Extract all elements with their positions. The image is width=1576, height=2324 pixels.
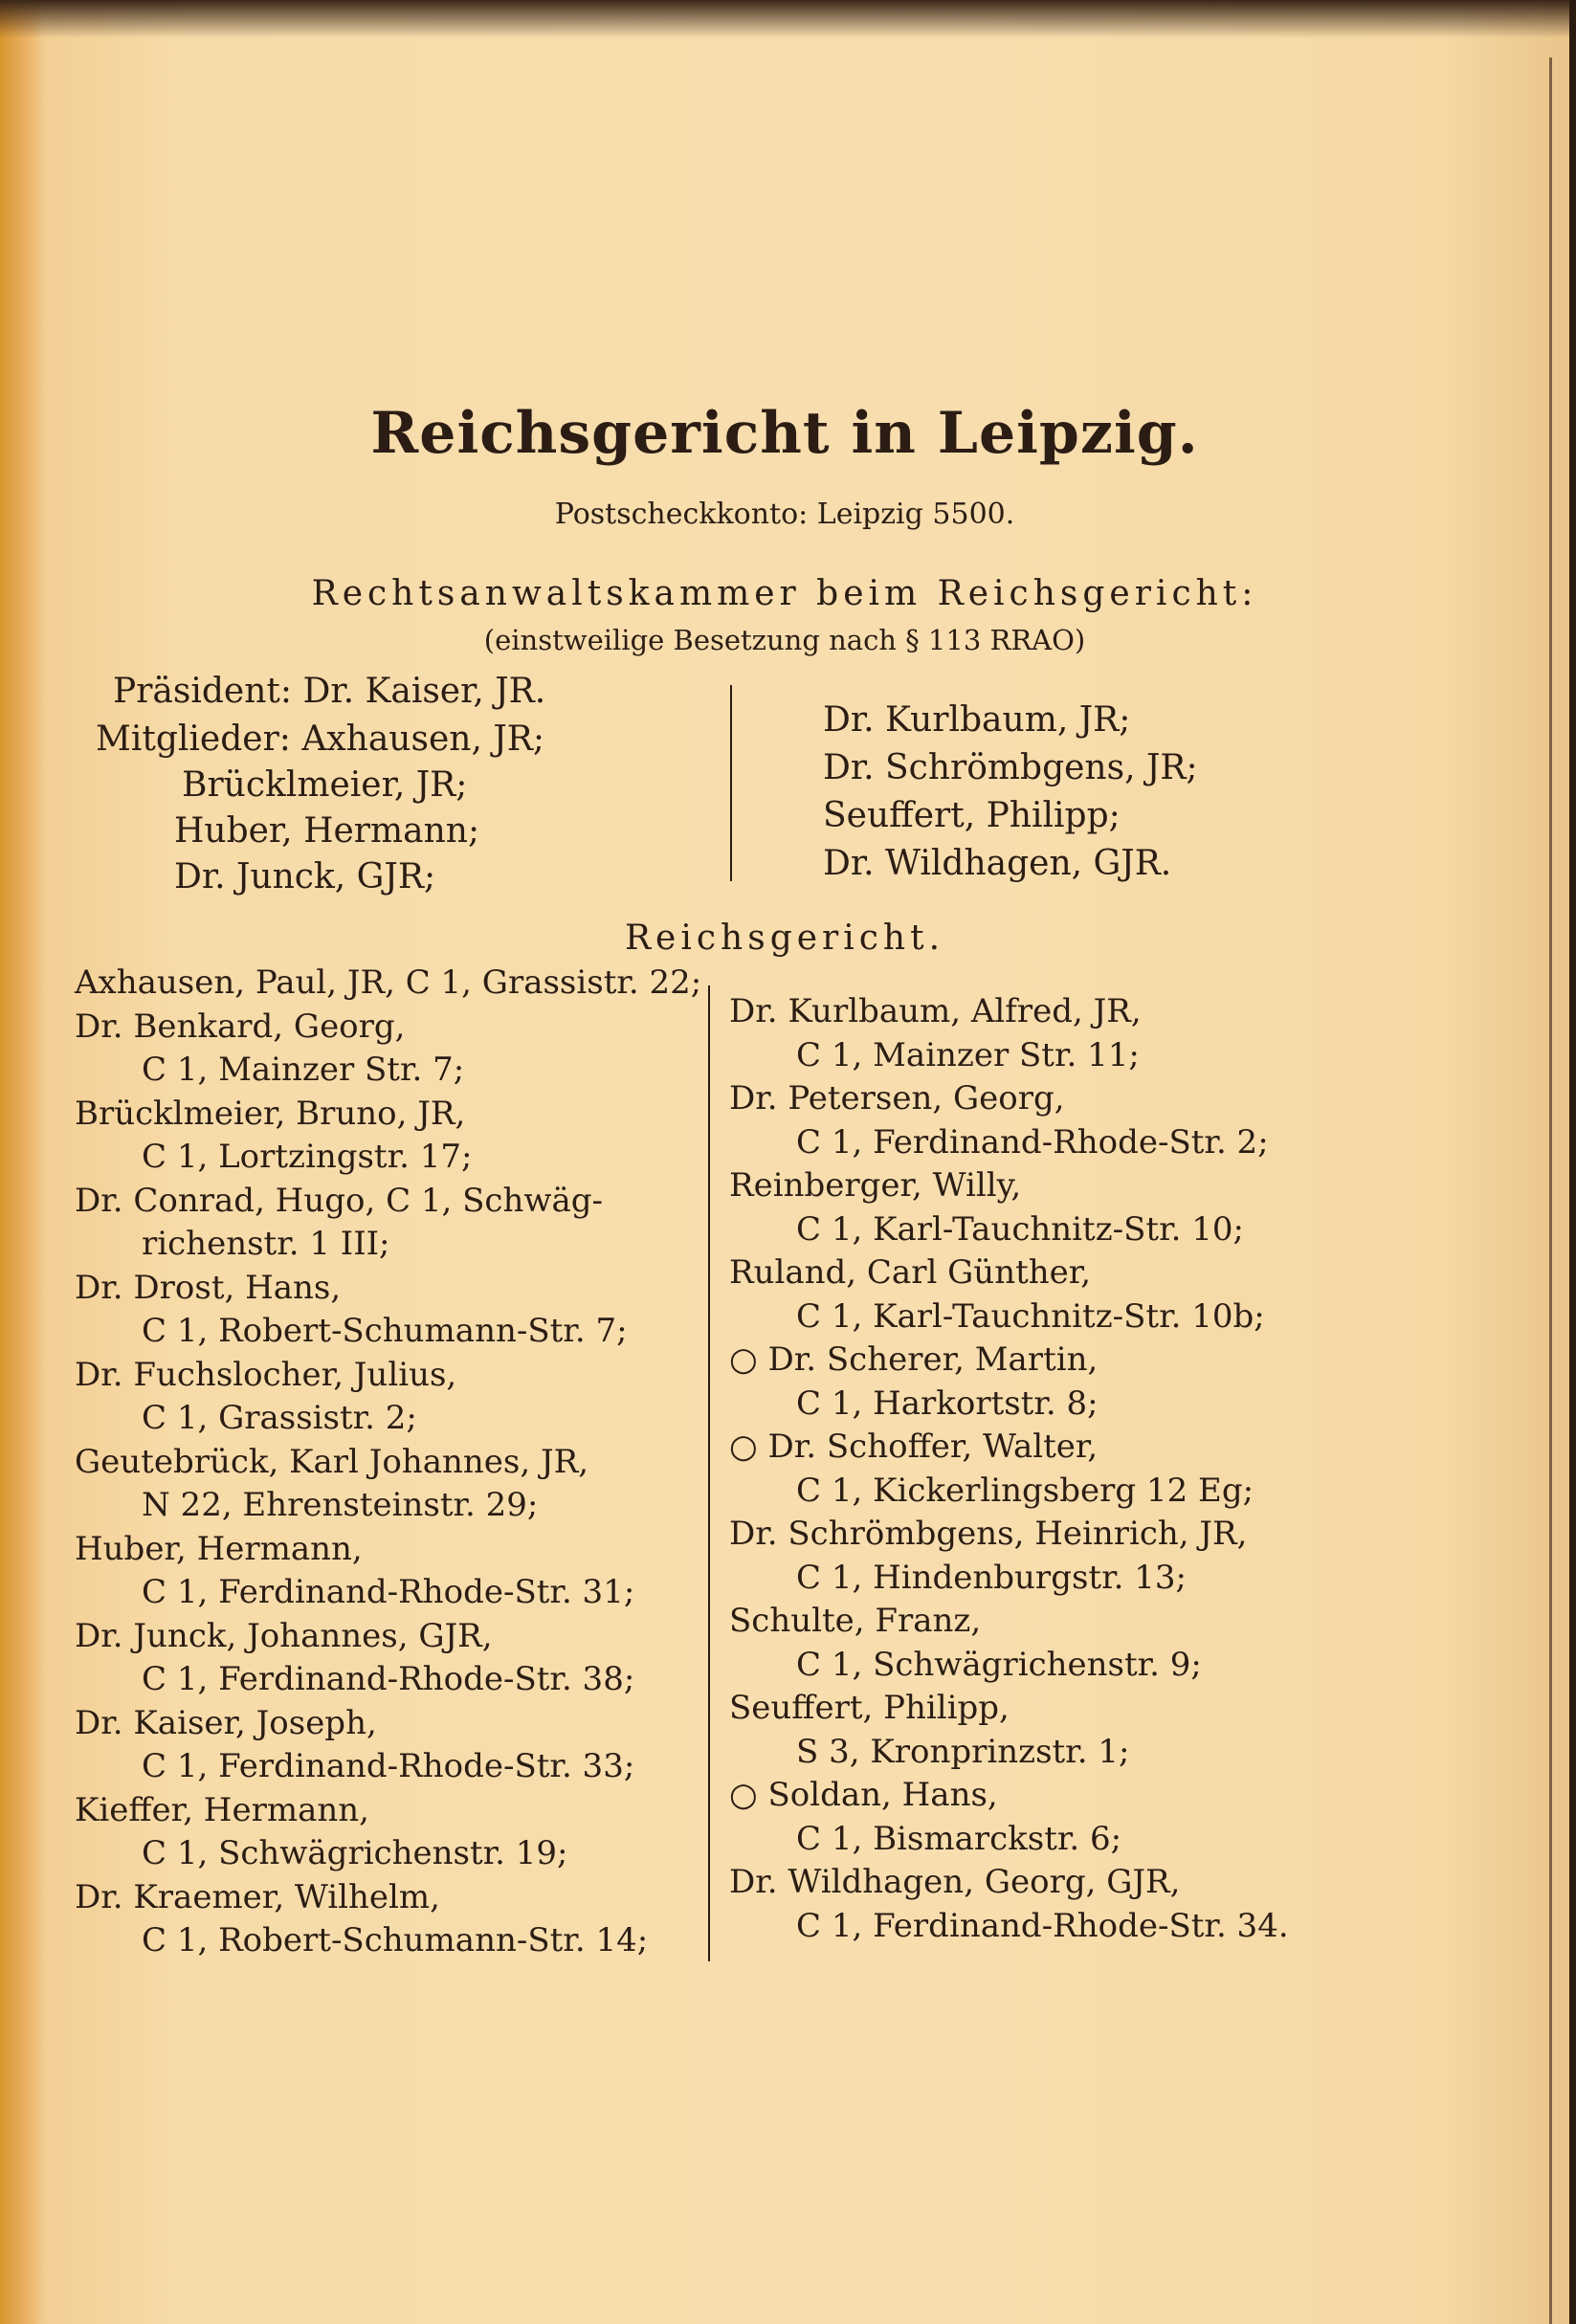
listing-address: C 1, Hindenburgstr. 13;: [796, 1558, 1187, 1597]
chamber-member-line: Dr. Wildhagen, GJR.: [823, 844, 1172, 883]
listing-address: C 1, Karl-Tauchnitz-Str. 10b;: [796, 1296, 1265, 1336]
listing-line: Reinberger, Willy,: [729, 1166, 1022, 1205]
listing-address: C 1, Ferdinand-Rhode-Str. 38;: [142, 1660, 635, 1698]
listing-line: Dr. Drost, Hans,: [75, 1268, 342, 1307]
listing-address: C 1, Lortzingstr. 17;: [142, 1138, 473, 1176]
court-left-column: [75, 962, 701, 1963]
chamber-member-line: Brücklmeier, JR;: [182, 765, 468, 805]
listing-line: Dr. Kurlbaum, Alfred, JR,: [729, 992, 1142, 1030]
court-right-column: [729, 990, 1289, 1948]
listing-address: C 1, Mainzer Str. 11;: [796, 1035, 1140, 1074]
listing-address: N 22, Ehrensteinstr. 29;: [142, 1486, 539, 1524]
page-title: Reichsgericht in Leipzig.: [370, 400, 1199, 467]
chamber-members: Mitglieder: Axhausen, JR;: [96, 719, 545, 759]
listing-line: Dr. Fuchslocher, Julius,: [75, 1355, 457, 1394]
listing-address: C 1, Robert-Schumann-Str. 7;: [142, 1312, 628, 1350]
chamber-member-line: Seuffert, Philipp;: [823, 796, 1121, 835]
listing-address: C 1, Mainzer Str. 7;: [142, 1051, 465, 1089]
listing-line: Brücklmeier, Bruno, JR,: [75, 1094, 466, 1133]
listing-line: Dr. Wildhagen, Georg, GJR,: [729, 1863, 1181, 1901]
listing-line: Axhausen, Paul, JR, C 1, Grassistr. 22;: [75, 963, 702, 1002]
listing-address: C 1, Karl-Tauchnitz-Str. 10;: [796, 1209, 1244, 1249]
listing-line: Huber, Hermann,: [75, 1529, 363, 1568]
listing-address: C 1, Robert-Schumann-Str. 14;: [142, 1921, 649, 1959]
listing-address: C 1, Ferdinand-Rhode-Str. 31;: [142, 1573, 635, 1611]
listing-line: Geutebrück, Karl Johannes, JR,: [75, 1442, 589, 1481]
listing-line: ○ Dr. Schoffer, Walter,: [729, 1428, 1099, 1466]
listing-address: C 1, Grassistr. 2;: [142, 1399, 417, 1437]
listing-line: Dr. Benkard, Georg,: [75, 1007, 406, 1046]
chamber-member-line: Dr. Junck, GJR;: [174, 857, 436, 896]
page-edge-line: [1549, 57, 1552, 2324]
listing-line: Seuffert, Philipp,: [729, 1689, 1010, 1727]
chamber-member-line: Dr. Schrömbgens, JR;: [823, 748, 1198, 787]
listing-address: C 1, Kickerlingsberg 12 Eg;: [796, 1471, 1254, 1510]
listing-address: C 1, Harkortstr. 8;: [796, 1383, 1099, 1423]
listing-address: C 1, Ferdinand-Rhode-Str. 34.: [796, 1906, 1289, 1945]
postscheck-account: Postscheckkonto: Leipzig 5500.: [554, 498, 1015, 531]
listing-line: Dr. Kraemer, Wilhelm,: [75, 1877, 440, 1916]
listing-address: richenstr. 1 III;: [142, 1225, 390, 1263]
listing-line: Schulte, Franz,: [729, 1602, 982, 1640]
listing-address: C 1, Schwägrichenstr. 9;: [796, 1645, 1202, 1684]
listing-address: S 3, Kronprinzstr. 1;: [796, 1732, 1130, 1771]
listing-line: Dr. Conrad, Hugo, C 1, Schwäg-: [75, 1181, 604, 1220]
chamber-member-line: Dr. Kurlbaum, JR;: [823, 700, 1131, 740]
listing-line: Ruland, Carl Günther,: [729, 1253, 1092, 1292]
listing-line: Dr. Petersen, Georg,: [729, 1079, 1065, 1118]
listing-address: C 1, Ferdinand-Rhode-Str. 2;: [796, 1122, 1269, 1162]
listing-address: C 1, Bismarckstr. 6;: [796, 1819, 1122, 1858]
listing-address: C 1, Schwägrichenstr. 19;: [142, 1834, 568, 1872]
court-heading: Reichsgericht.: [624, 919, 945, 958]
listing-line: Dr. Kaiser, Joseph,: [75, 1703, 377, 1742]
listing-address: C 1, Ferdinand-Rhode-Str. 33;: [142, 1747, 635, 1785]
listing-line: Dr. Junck, Johannes, GJR,: [75, 1616, 493, 1655]
listing-line: Dr. Schrömbgens, Heinrich, JR,: [729, 1515, 1248, 1553]
chamber-member-line: Huber, Hermann;: [174, 811, 480, 851]
listing-line: ○ Dr. Scherer, Martin,: [729, 1340, 1099, 1379]
listing-line: ○ Soldan, Hans,: [729, 1776, 998, 1814]
chamber-president: Präsident: Dr. Kaiser, JR.: [113, 672, 546, 711]
listing-line: Kieffer, Hermann,: [75, 1790, 369, 1829]
chamber-note: (einstweilige Besetzung nach § 113 RRAO): [483, 624, 1086, 656]
court-column-divider: [708, 985, 710, 1961]
page-spine-shadow: [0, 0, 43, 2324]
chamber-column-divider: [730, 685, 732, 881]
chamber-heading: Rechtsanwaltskammer beim Reichsgericht:: [311, 574, 1258, 613]
